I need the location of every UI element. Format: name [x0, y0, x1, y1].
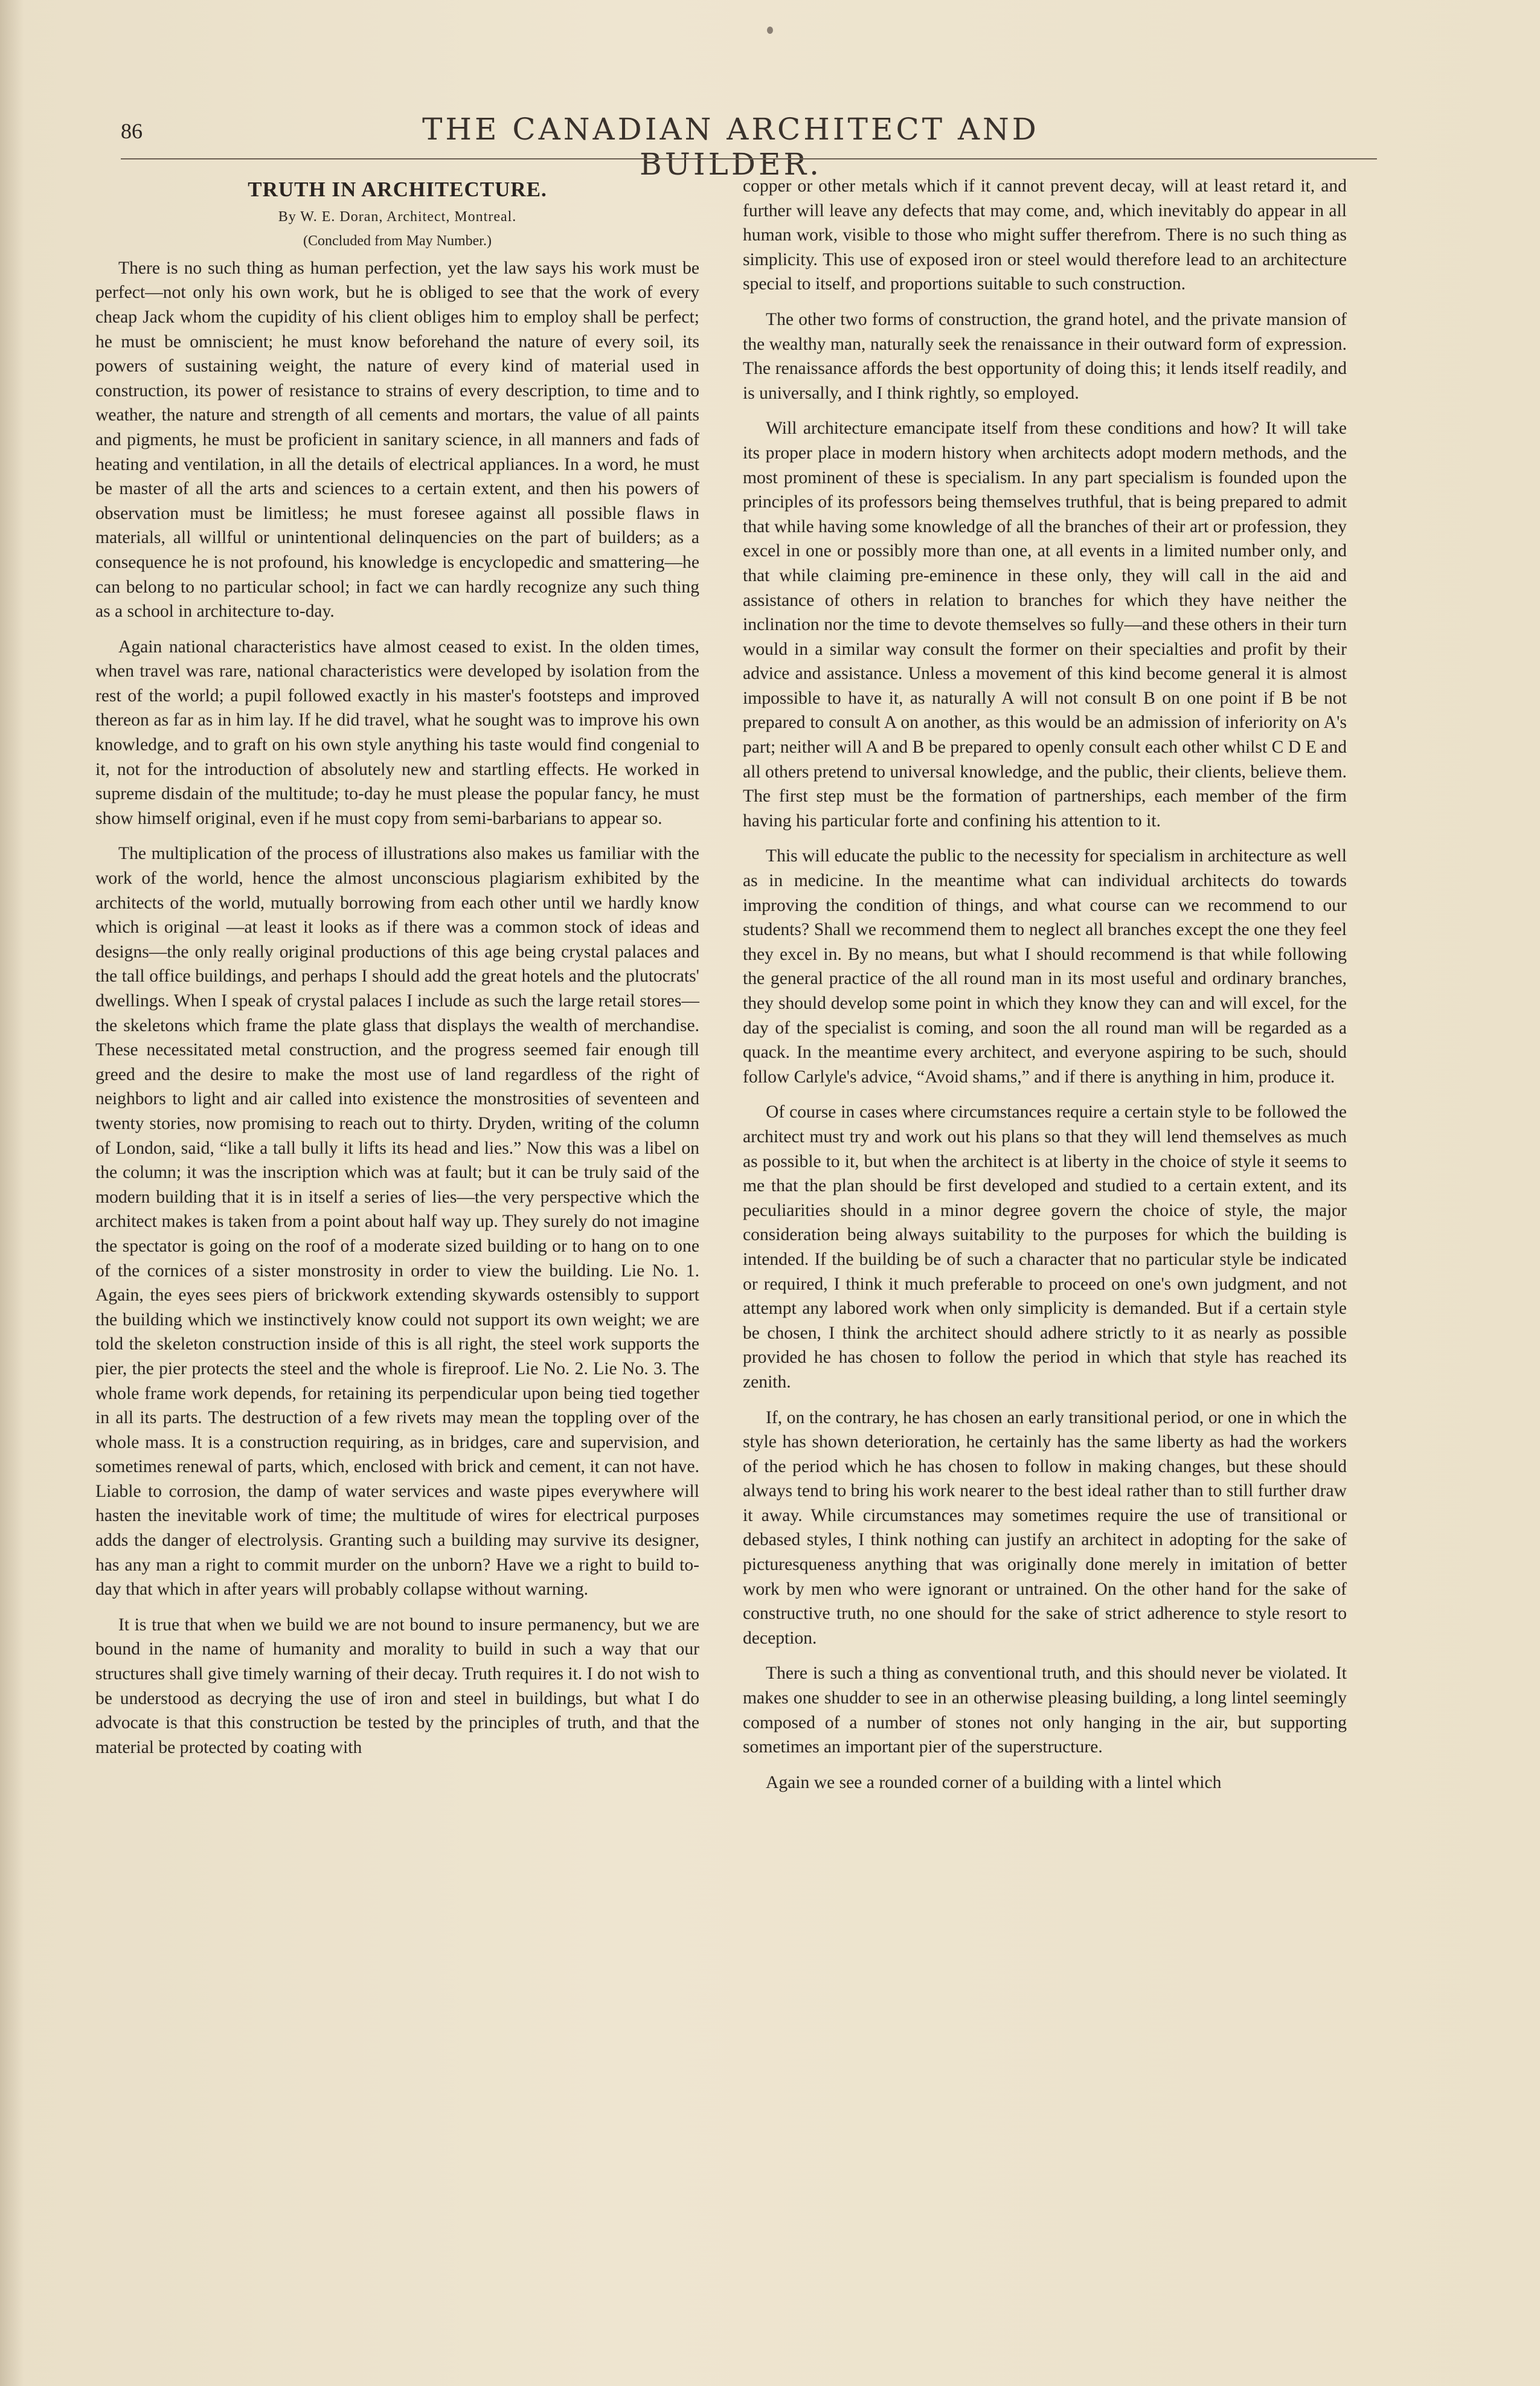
ink-speck	[767, 27, 773, 34]
article-title: TRUTH IN ARCHITECTURE.	[248, 178, 547, 201]
paragraph: Will architecture emancipate itself from these conditions and how? It will take its proper place in modern history when architects adopt modern methods, and the most prominent of these is specialism. In any part specialism is founded upon the principles of its professors being themselves truthful, that is being prepared to admit that while having some knowledge of all the branches of their art or profession, they excel in one or possibly more than one, at all events in a limited number only, and that while claiming pre-eminence in these only, they will call in the aid and assistance of others in relation to branches for which they have neither the inclination nor the time to devote themselves so fully—and these others in their turn would in a similar way consult the former on their specialties and profit by their advice and assistance. Unless a movement of this kind become general it is almost impossible to have it, as naturally A will not consult B on one point if B be not prepared to consult A on another, as this would be an admission of inferiority on A's part; neither will A and B be prepared to openly consult each other whilst C D E and all others pretend to universal knowledge, and the public, their clients, believe them. The first step must be the formation of partnerships, each member of the firm having his particular forte and confining his attention to it.	[743, 419, 1347, 831]
journal-title: THE CANADIAN ARCHITECT AND BUILDER.	[422, 112, 1039, 182]
header-rule	[121, 158, 1377, 159]
continuation-note: (Concluded from May Number.)	[303, 233, 492, 249]
paragraph: There is such a thing as conventional truth, and this should never be violated. It makes one shudder to see in an otherwise pleasing building, a long lintel seemingly composed of a number of stones not only hanging in the air, but supporting sometimes an important pier of the superstructure.	[743, 1664, 1347, 1757]
spine-shadow	[0, 0, 24, 2386]
page-number: 86	[121, 119, 143, 143]
paragraph: It is true that when we build we are not bound to insure permanency, but we are bound in the name of humanity and morality to build in such a way that our structures shall give timely warning of their decay. Truth requires it. I do not wish to be understood as decrying the use of iron and steel in buildings, but what I do advocate is that this construction be tested by the principles of truth, and that the material be protected by coating with	[95, 1615, 699, 1757]
paragraph: There is no such thing as human perfection, yet the law says his work must be perfect—not only his own work, but he is obliged to see that the work of every cheap Jack whom the cupidity of his client obliges him to employ shall be perfect; he must be omniscient; he must know beforehand the nature of every soil, its powers of sustaining weight, the nature of every kind of material used in construction, its power of resistance to strains of every description, to time and to weather, the nature and strength of all cements and mortars, the value of all paints and pigments, he must be proficient in sanitary science, in all manners and fads of heating and ventilation, in all the details of electrical appliances. In a word, he must be master of all the arts and sciences to a certain extent, and then his powers of observation must be limitless; he must foresee against all possible flaws in materials, all willful or unintentional delinquencies on the part of builders; as a consequence he is not profound, his knowledge is encyclopedic and smattering—he can belong to no particular school; in fact we can hardly recognize any such thing as a school in architecture to-day.	[95, 258, 699, 622]
paragraph: If, on the contrary, he has chosen an early transitional period, or one in which the style has shown deterioration, he certainly has the same liberty as had the workers of the period which he has chosen to follow in making changes, but these should always tend to bring his work nearer to the best ideal rather than to still further draw it away. While circumstances may sometimes require the use of transitional or debased styles, I think nothing can justify an architect in adopting for the sake of picturesqueness anything that was originally done merely in imitation of better work by men who were ignorant or untrained. On the other hand for the sake of constructive truth, no one should for the sake of strict adherence to style resort to deception.	[743, 1407, 1347, 1648]
paragraph: copper or other metals which if it cannot prevent decay, will at least retard it, and further will leave any defects that may come, and, which inevitably do appear in all human work, visible to those who might suffer therefrom. There is no such thing as simplicity. This use of exposed iron or steel would therefore lead to an architecture special to itself, and proportions suitable to such construction.	[743, 176, 1347, 294]
article-byline: By W. E. Doran, Architect, Montreal.	[278, 208, 517, 225]
paragraph: The multiplication of the process of illustrations also makes us familiar with the work of the world, hence the almost unconscious plagiarism exhibited by the architects of the world, mutually borrowing from each other until we hardly know which is original —at least it looks as if there was a common stock of ideas and designs—the only really original productions of this age being crystal palaces and the tall office buildings, and perhaps I should add the great hotels and the plutocrats' dwellings. When I speak of crystal palaces I include as such the large retail stores—the skeletons which frame the plate glass that displays the wealth of merchandise. These necessitated metal construction, and the progress seemed fair enough till greed and the desire to make the most use of land regardless of the right of neighbors to light and air called into existence the monstrosities of seventeen and twenty stories, now promising to reach out to thirty. Dryden, writing of the column of London, said, “like a tall bully it lifts its head and lies.” Now this was a libel on the column; it was the inscription which was at fault; but it can be truly said of the modern building that it is in itself a series of lies—the very perspective which the architect makes is taken from a point about half way up. They surely do not imagine the spectator is going on the roof of a moderate sized building or to hang on to one of the cornices of a sister monstrosity in order to view the building. Lie No. 1. Again, the eyes sees piers of brickwork extending skywards ostensibly to support the building which we instinctively know could not support its own weight; we are told the skeleton construction inside of this is all right, the steel work supports the pier, the pier protects the steel and the whole is fireproof. Lie No. 2. Lie No. 3. The whole frame work depends, for retaining its perpendicular upon being tied together in all its parts. The destruction of a few rivets may mean the toppling over of the whole mass. It is a construction requiring, as in bridges, care and supervision, and sometimes renewal of parts, which, enclosed with brick and cement, it can not have. Liable to corrosion, the damp of water services and waste pipes everywhere will hasten the inevitable work of time; the multitude of wires for electrical purposes adds the danger of electrolysis. Granting such a building may survive its designer, has any man a right to commit murder on the unborn? Have we a right to build to-day that which in after years will probably collapse without warning.	[95, 844, 699, 1600]
paragraph: Of course in cases where circumstances require a certain style to be followed the architect must try and work out his plans so that they will lend themselves as much as possible to it, but when the architect is at liberty in the choice of style it seems to me that the plan should be first developed and studied to a certain extent, and its peculiarities should in a minor degree govern the choice of style, the major consideration being always suitability to the purposes for which the building is intended. If the building be of such a character that no particular style be indicated or required, I think it much preferable to proceed on one's own judgment, and not attempt any labored work when only simplicity is demanded. But if a certain style be chosen, I think the architect should adhere strictly to it as nearly as possible provided he has chosen to follow the period in which that style has reached its zenith.	[743, 1102, 1347, 1392]
right-column	[743, 174, 1347, 1806]
paragraph: The other two forms of construction, the grand hotel, and the private mansion of the wealthy man, naturally seek the renaissance in their outward form of expression. The renaissance affords the best opportunity of doing this; it lends itself readily, and is universally, and I think rightly, so employed.	[743, 309, 1347, 403]
left-column	[95, 174, 699, 1770]
paragraph: This will educate the public to the necessity for specialism in architecture as well as in medicine. In the meantime what can individual architects do towards improving the condition of things, and what course can we recommend to our students? Shall we recommend them to neglect all branches except the one they feel they excel in. By no means, but what I should recommend is that while following the general practice of the all round man in its most useful and ordinary branches, they should develop some point in which they know they can and will excel, for the day of the specialist is coming, and soon the all round man will be regarded as a quack. In the meantime every architect, and everyone aspiring to be such, should follow Carlyle's advice, “Avoid shams,” and if there is anything in him, produce it.	[743, 846, 1347, 1087]
paragraph: Again we see a rounded corner of a building with a lintel which	[766, 1772, 1222, 1792]
paragraph: Again national characteristics have almost ceased to exist. In the olden times, when travel was rare, national characteristics were developed by isolation from the rest of the world; a pupil followed exactly in his master's footsteps and improved thereon as far as in him lay. If he did travel, what he sought was to improve his own knowledge, and to graft on his own style anything his taste would find congenial to it, not for the introduction of absolutely new and startling effects. He worked in supreme disdain of the multitude; to-day he must please the popular fancy, he must show himself original, even if he must copy from semi-barbarians to appear so.	[95, 637, 699, 828]
